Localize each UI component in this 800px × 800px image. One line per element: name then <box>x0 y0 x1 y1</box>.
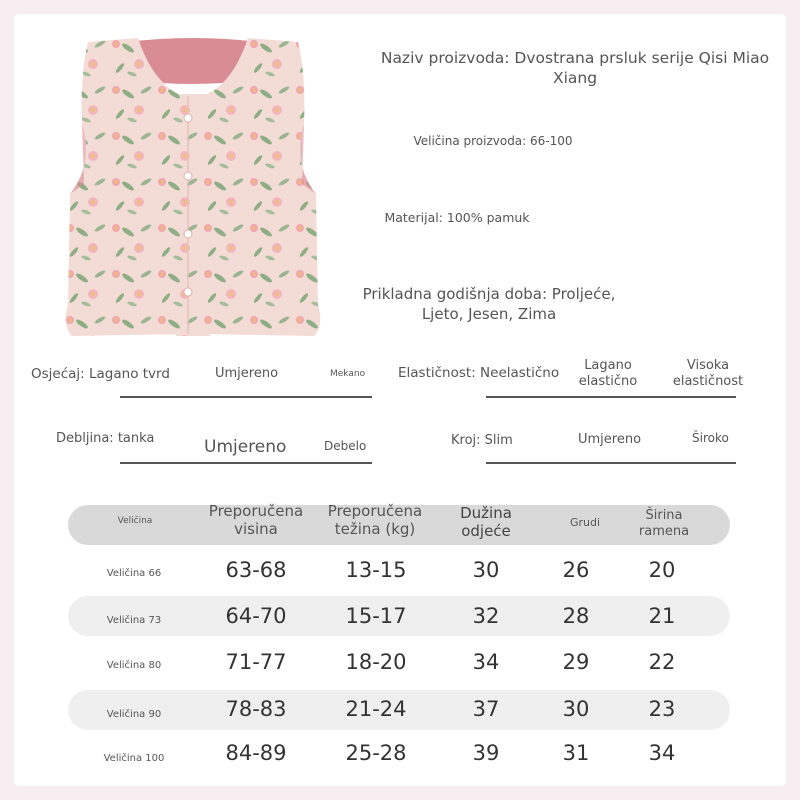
table-cell-shoulder: 20 <box>648 558 676 582</box>
table-cell-shoulder: 22 <box>648 650 676 674</box>
table-cell-height: 78-83 <box>225 697 287 721</box>
thickness-label: Debljina: tanka <box>56 431 155 446</box>
table-cell-shoulder: 23 <box>648 697 676 721</box>
feel-label: Osjećaj: Lagano tvrd <box>31 366 170 382</box>
table-cell-shoulder: 21 <box>648 604 676 628</box>
table-cell-shoulder: 34 <box>648 741 676 765</box>
table-row-size: Veličina 90 <box>106 709 162 720</box>
feel-high: Mekano <box>330 369 366 379</box>
table-row-size: Veličina 100 <box>103 753 165 764</box>
feel-mid: Umjereno <box>215 366 279 381</box>
table-cell-height: 84-89 <box>225 741 287 765</box>
vest-image <box>60 34 326 340</box>
thickness-mid: Umjereno <box>204 437 287 457</box>
table-cell-chest: 29 <box>562 650 590 674</box>
table-cell-length: 39 <box>472 741 500 765</box>
table-row-size: Veličina 66 <box>106 568 162 579</box>
table-cell-length: 30 <box>472 558 500 582</box>
table-cell-chest: 26 <box>562 558 590 582</box>
header-shoulder: Širina ramena <box>638 508 690 539</box>
thickness-high: Debelo <box>324 439 367 453</box>
fit-label: Kroj: Slim <box>451 433 513 448</box>
table-cell-weight: 18-20 <box>345 650 407 674</box>
table-cell-weight: 21-24 <box>345 697 407 721</box>
table-cell-length: 37 <box>472 697 500 721</box>
elasticity-high: Visoka elastičnost <box>672 358 744 389</box>
elasticity-scale <box>486 396 736 398</box>
table-cell-chest: 31 <box>562 741 590 765</box>
table-row-size: Veličina 80 <box>106 660 162 671</box>
table-cell-height: 71-77 <box>225 650 287 674</box>
header-size: Veličina <box>117 516 153 526</box>
product-name: Naziv proizvoda: Dvostrana prsluk serije Qisi Miao Xiang <box>380 49 770 87</box>
table-cell-height: 63-68 <box>225 558 287 582</box>
thickness-scale <box>120 462 372 464</box>
table-cell-length: 34 <box>472 650 500 674</box>
table-cell-weight: 15-17 <box>345 604 407 628</box>
header-weight: Preporučena težina (kg) <box>327 502 423 538</box>
fit-high: Široko <box>692 431 729 445</box>
fit-mid: Umjereno <box>578 432 642 447</box>
feel-scale <box>120 396 372 398</box>
table-cell-height: 64-70 <box>225 604 287 628</box>
elasticity-mid: Lagano elastično <box>578 358 638 389</box>
header-height: Preporučena visina <box>208 502 304 538</box>
product-material: Materijal: 100% pamuk <box>384 210 530 225</box>
product-season: Prikladna godišnja doba: Proljeće, Ljeto, Jesen, Zima <box>362 285 616 323</box>
product-size: Veličina proizvoda: 66-100 <box>413 134 573 148</box>
elasticity-label: Elastičnost: Neelastično <box>398 365 560 381</box>
table-cell-length: 32 <box>472 604 500 628</box>
header-chest: Grudi <box>569 516 601 529</box>
table-cell-weight: 25-28 <box>345 741 407 765</box>
header-length: Dužina odjeće <box>460 504 512 540</box>
table-cell-chest: 28 <box>562 604 590 628</box>
table-row-size: Veličina 73 <box>106 615 162 626</box>
table-cell-chest: 30 <box>562 697 590 721</box>
table-cell-weight: 13-15 <box>345 558 407 582</box>
fit-scale <box>486 462 736 464</box>
